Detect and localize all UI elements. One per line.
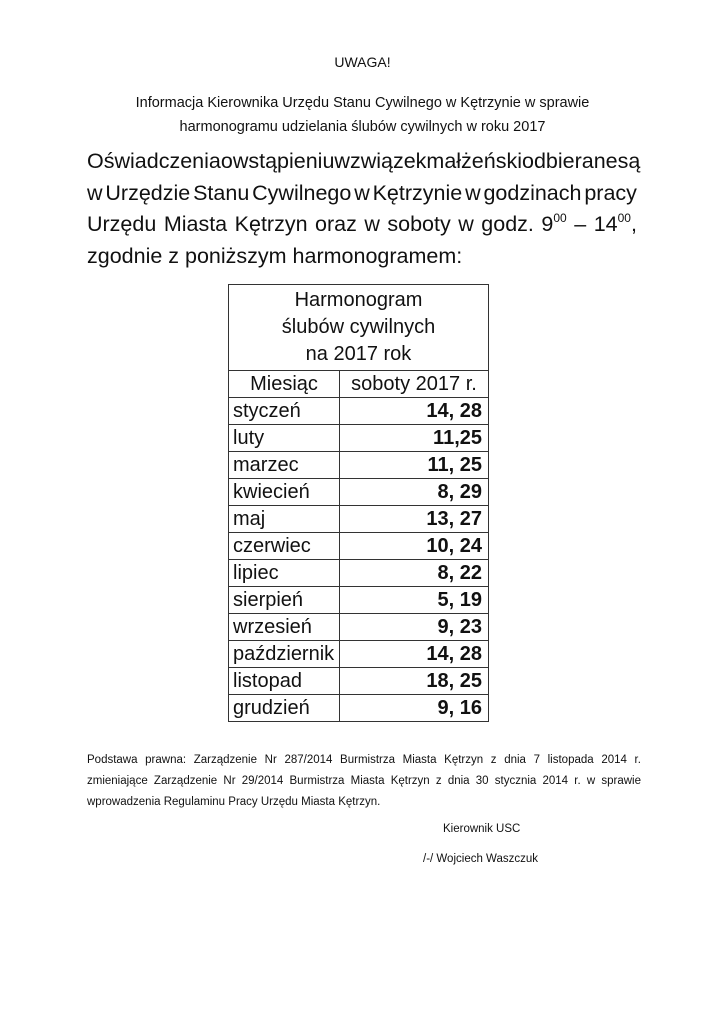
notice-info-line: Informacja Kierownika Urzędu Stanu Cywilnego w Kętrzynie w sprawie xyxy=(135,95,590,111)
table-row xyxy=(229,641,489,668)
header-days: soboty 2017 r. xyxy=(340,371,489,398)
signer-title: Kierownik USC xyxy=(443,823,521,835)
legal-line-2: zmieniające Zarządzenie Nr 29/2014 Burmistrza Miasta Kętrzyn z dnia 30 stycznia 2014 r. w sprawie xyxy=(87,775,641,787)
saturdays-cell: 14, 28 xyxy=(340,398,489,425)
month-cell: luty xyxy=(229,425,340,452)
month-cell: grudzień xyxy=(229,695,340,722)
schedule-header-row xyxy=(229,371,489,398)
declaration-line-3: Urzędu Miasta Kętrzyn oraz w soboty w godz. $9^{00}$ – $14^{00}$, xyxy=(87,209,637,241)
table-row xyxy=(229,506,489,533)
table-row xyxy=(229,668,489,695)
notice-info xyxy=(0,91,725,139)
legal-line-1: Podstawa prawna: Zarządzenie Nr 287/2014 Burmistrza Miasta Kętrzyn z dnia 7 listopada 2014 r. xyxy=(87,754,641,766)
table-row xyxy=(229,533,489,560)
notice-info-line: harmonogramu udzielania ślubów cywilnych w roku 2017 xyxy=(179,119,546,135)
saturdays-cell: 8, 22 xyxy=(340,560,489,587)
signer-name: /-/ Wojciech Waszczuk xyxy=(423,853,539,865)
table-row xyxy=(229,614,489,641)
month-cell: wrzesień xyxy=(229,614,340,641)
declaration-line-2: w Urzędzie Stanu Cywilnego w Kętrzynie w godzinach pracy xyxy=(87,180,637,205)
month-cell: maj xyxy=(229,506,340,533)
month-cell: marzec xyxy=(229,452,340,479)
table-row xyxy=(229,398,489,425)
saturdays-cell: 11,25 xyxy=(340,425,489,452)
month-cell: lipiec xyxy=(229,560,340,587)
saturdays-cell: 13, 27 xyxy=(340,506,489,533)
saturdays-cell: 11, 25 xyxy=(340,452,489,479)
month-cell: październik xyxy=(229,641,340,668)
table-row xyxy=(229,587,489,614)
saturdays-cell: 8, 29 xyxy=(340,479,489,506)
legal-line-3: wprowadzenia Regulaminu Pracy Urzędu Miasta Kętrzyn. xyxy=(87,796,381,808)
table-row xyxy=(229,560,489,587)
table-row xyxy=(229,479,489,506)
table-row xyxy=(229,425,489,452)
legal-basis xyxy=(87,750,641,813)
notice-title: UWAGA! xyxy=(334,54,391,70)
declaration-line-1: Oświadczenia o wstąpieniu w związek małżeński odbierane są xyxy=(87,149,641,173)
saturdays-cell: 5, 19 xyxy=(340,587,489,614)
schedule-title-row xyxy=(229,285,489,371)
saturdays-cell: 10, 24 xyxy=(340,533,489,560)
month-cell: listopad xyxy=(229,668,340,695)
hours-dash: – xyxy=(574,212,587,236)
saturdays-cell: 9, 23 xyxy=(340,614,489,641)
hours-to: $14^{00}$, xyxy=(593,211,637,236)
month-cell: styczeń xyxy=(229,398,340,425)
hours-from: $9^{00}$ xyxy=(541,211,567,236)
header-month: Miesiąc xyxy=(229,371,340,398)
table-row xyxy=(229,695,489,722)
schedule-table xyxy=(228,284,489,722)
schedule-title: Harmonogram ślubów cywilnych na 2017 rok xyxy=(229,285,489,371)
saturdays-cell: 9, 16 xyxy=(340,695,489,722)
month-cell: sierpień xyxy=(229,587,340,614)
saturdays-cell: 14, 28 xyxy=(340,641,489,668)
declaration-paragraph xyxy=(87,146,641,272)
month-cell: czerwiec xyxy=(229,533,340,560)
declaration-line-4: zgodnie z poniższym harmonogramem: xyxy=(87,243,463,268)
saturdays-cell: 18, 25 xyxy=(340,668,489,695)
table-row xyxy=(229,452,489,479)
month-cell: kwiecień xyxy=(229,479,340,506)
